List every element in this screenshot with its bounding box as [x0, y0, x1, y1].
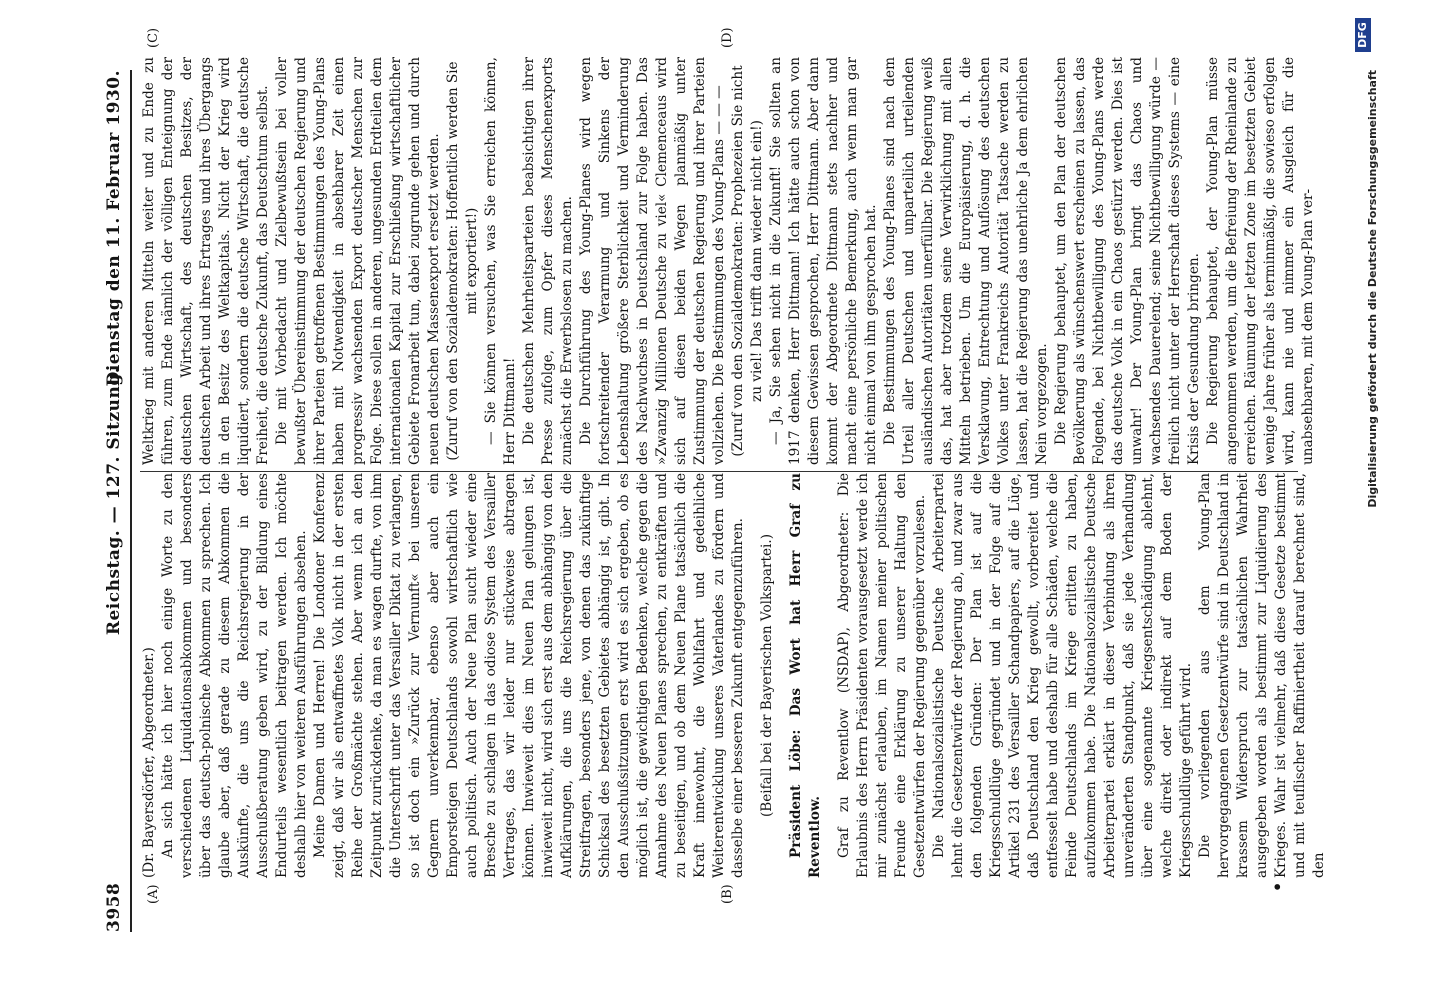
dfg-logo: DFG [1355, 18, 1371, 52]
speaker-line: (Dr. Bayersdörfer, Abgeordneter.) [141, 647, 157, 878]
digitization-credit: Digitalisierung gefördert durch die Deutsche Forschungsgemeinschaft [1366, 70, 1379, 508]
interjection: (Zuruf von den Sozialdemokraten: Hoffentlich werden Sie mit exportiert!) [445, 61, 480, 461]
paragraph: Die vorliegenden aus dem Young-Plan hervorgegangenen Gesetzentwürfe sind in Deutschland in krassem Widerspruch zur tatsächlichen Wahrheit ausgegeben worden als bestimmt zur Liquidierung des Krieges. Wahr ist vielmehr, daß diese Gesetze bestimmt und mit teuflischer Raffiniertheit darauf berechnet sind, den [1197, 473, 1327, 878]
header-rule [130, 70, 132, 932]
margin-marker-c: (C) [146, 27, 161, 48]
paragraph: Die Regierung behauptet, um den Plan der deutschen Bevölkerung als wünschenswert erscheinen zu lassen, das Folgende, bei Nichtbewilligung des Young-Plans werde das deutsche Volk in ein Chaos gestürzt werden. Dies ist unwahr! Der Young-Plan bringt das Chaos und wachsendes Dauerelend; seine Nichtbewilligung würde — freilich nicht unter der Herrschaft dieses Systems — eine Krisis der Gesundung bringen. [1053, 57, 1202, 465]
session-title: Reichstag. — 127. Sitzung. [104, 366, 124, 636]
paragraph: Meine Damen und Herren! Die Londoner Konferenz zeigt, daß wir als entwaffnetes Volk nicht in der ersten Reihe der Großmächte stehen. Aber wenn ich an den Zeitpunkt zurückdenke, da man es wagen durfte, von ihm die Unterschrift unter das Versailler Diktat zu verlangen, so ist doch ein »Zurück zur Vernunft« bei unseren Gegnern unverkennbar, ebenso aber auch ein Emporsteigen Deutschlands sowohl wirtschaftlich wie auch politisch. Auch der Neue Plan sucht wieder eine Bresche zu schlagen in das odiose System des Versailler Vertrages, das wir leider nur stückweise abtragen können. Inwieweit dies im Neuen Plan gelungen ist, inwieweit nicht, wird sich erst aus dem abhängig von den Aufklärungen, die uns die Reichsregierung über die Streitfragen, besonders jene, von denen das zukünftige Schicksal des besetzten Gebietes abhängig ist, gibt. In den Ausschußsitzungen erst wird es sich ergeben, ob es möglich ist, die gewichtigen Bedenken, welche gegen die Annahme des Neuen Planes sprechen, zu entkräften und zu beseitigen, und ob dem Neuen Plane tatsächlich die Kraft innewohnt, die Wohlfahrt und gedeihliche Weiterentwicklung unseres Vaterlandes zu fördern und dasselbe einer besseren Zukunft entgegenzuführen. [312, 473, 746, 878]
column-divider [140, 471, 1298, 472]
paragraph: Die Durchführung des Young-Planes wird wegen fortschreitender Verarmung und Sinkens der Lebenshaltung größere Sterblichkeit und Verminderung des Nachwuchses in Deutschland zur Folge haben. Das »Zwanzig Millionen Deutsche zu viel« Clemenceaus wird sich auf diesen beiden Wegen planmäßig unter Zustimmung der deutschen Regierung und ihrer Parteien vollziehen. Die Bestimmungen des Young-Plans — — — [578, 57, 727, 465]
page-number: 3958 [104, 882, 124, 932]
margin-marker-d: (D) [720, 27, 735, 48]
paragraph: — Ja, Sie sehen nicht in die Zukunft! Sie sollten an 1917 denken, Herr Dittmann! Ich hätte auch schon von diesem Gewissen gesprochen, Herr Dittmann. Aber dann kommt der Abgeordnete Dittmann stets nachher und macht eine persönliche Bemerkung, auch wenn man gar nicht einmal von ihm gesprochen hat. [768, 57, 879, 465]
applause-note: (Beifall bei der Bayerischen Volkspartei.) [759, 533, 775, 818]
paragraph: Weltkrieg mit anderen Mitteln weiter und zu Ende zu führen, zum Ende nämlich der völligen Enteignung der deutschen Wirtschaft, des deutschen Besitzes, der deutschen Arbeit und ihres Ertrages und ihres Übergangs in den Besitz des Weltkapitals. Nicht der Krieg wird liquidiert, sondern die deutsche Wirtschaft, die deutsche Freiheit, die deutsche Zukunft, das Deutschtum selbst. [141, 57, 271, 465]
interjection: (Zuruf von den Sozialdemokraten: Prophezeien Sie nicht zu viel! Das trifft dann wieder nicht ein!) [730, 65, 765, 457]
paragraph: Die Nationalsozialistische Deutsche Arbeiterpartei lehnt die Gesetzentwürfe der Regierung ab, und zwar aus den folgenden Gründen: Der Plan ist auf die Kriegsschuldlüge gegründet und in der Folge auf die Artikel 231 des Versailler Schandpapiers, auf die Lüge, daß Deutschland den Krieg gewollt, vorbereitet und entfesselt habe und deshalb für alle Schäden, welche die Feinde Deutschlands im Kriege erlitten zu haben, aufzukommen habe. Die Nationalsozialistische Deutsche Arbeiterpartei erklärt in dieser Verbindung als ihren unveränderten Standpunkt, daß sie jede Verhandlung über eine sogenannte Kriegsentschädigung ablehnt, welche direkt oder indirekt auf dem Boden der Kriegsschuldlüge geführt wird. [931, 473, 1194, 878]
paragraph: Die deutschen Mehrheitsparteien beabsichtigen ihrer Presse zufolge, zum Opfer dieses Menschenexports zunächst die Erwerbslosen zu machen. [521, 57, 575, 465]
paragraph: Die Bestimmungen des Young-Planes sind nach dem Urteil aller Deutschen und unparteilich urteilenden ausländischen Autoritäten unerfüllbar. Die Regierung weiß das, hat aber trotzdem seine Verwirklichung mit allen Mitteln betrieben. Um die Europäisierung, d. h. die Versklavung, Entrechtung und Auflösung des deutschen Volkes unter Frankreichs Autorität Tatsache werden zu lassen, hat die Regierung das unehrliche Ja dem ehrlichen Nein vorgezogen. [882, 57, 1050, 465]
margin-marker-b: (B) [720, 884, 735, 904]
paragraph: Die Regierung behauptet, der Young-Plan müsse angenommen werden, um die Befreiung der Rheinlande zu erreichen. Räumung der letzten Zone im besetzten Gebiet wenige Jahre früher als terminmäßig, die sowieso erfolgen wird, kann nie und nimmer ein Ausgleich für die unabsehbaren, mit dem Young-Plan ver- [1205, 57, 1316, 465]
paragraph: — Sie können versuchen, was Sie erreichen können, Herr Dittmann! [483, 57, 518, 465]
paragraph: Die mit Vorbedacht und Zielbewußtsein bei voller bewußter Übereinstimmung der deutschen Regierung und ihrer Parteien getroffenen Bestimmungen des Young-Plans haben mit Notwendigkeit in absehbarer Zeit einen progressiv wachsenden Export deutscher Menschen zur Folge. Diese sollen in anderen, ungesunden Erdteilen dem internationalen Kapital zur Erschließung wirtschaftlicher Gebiete Fronarbeit tun, dabei zugrunde gehen und durch neuen deutschen Massenexport ersetzt werden. [274, 57, 442, 465]
margin-marker-a: (A) [146, 884, 161, 904]
paragraph: An sich hätte ich hier noch einige Worte zu den verschiedenen Liquidationsabkommen und besonders über das deutsch-polnische Abkommen zu sprechen. Ich glaube aber, daß gerade zu diesem Abkommen die Auskünfte, die uns die Reichsregierung in der Ausschußberatung geben wird, zu der Bildung eines Endurteils wesentlich beitragen werden. Ich möchte deshalb hier von weiteren Ausführungen absehen. [160, 473, 309, 878]
right-column [140, 57, 1318, 465]
session-date: Dienstag den 11. Februar 1930. [104, 70, 124, 387]
left-column [140, 473, 1329, 878]
margin-dot: • [1268, 881, 1287, 892]
paragraph: Graf zu Reventlow (NSDAP), Abgeordneter: Die Erlaubnis des Herrn Präsidenten vorausgesetzt werde ich mir zunächst erlauben, im Namen meiner politischen Freunde eine Erklärung zu unserer Haltung den Gesetzentwürfen der Regierung gegenüber vorzulesen. [836, 473, 928, 878]
president-line: Präsident Löbe: Das Wort hat Herr Graf zu Reventlow. [788, 473, 823, 878]
